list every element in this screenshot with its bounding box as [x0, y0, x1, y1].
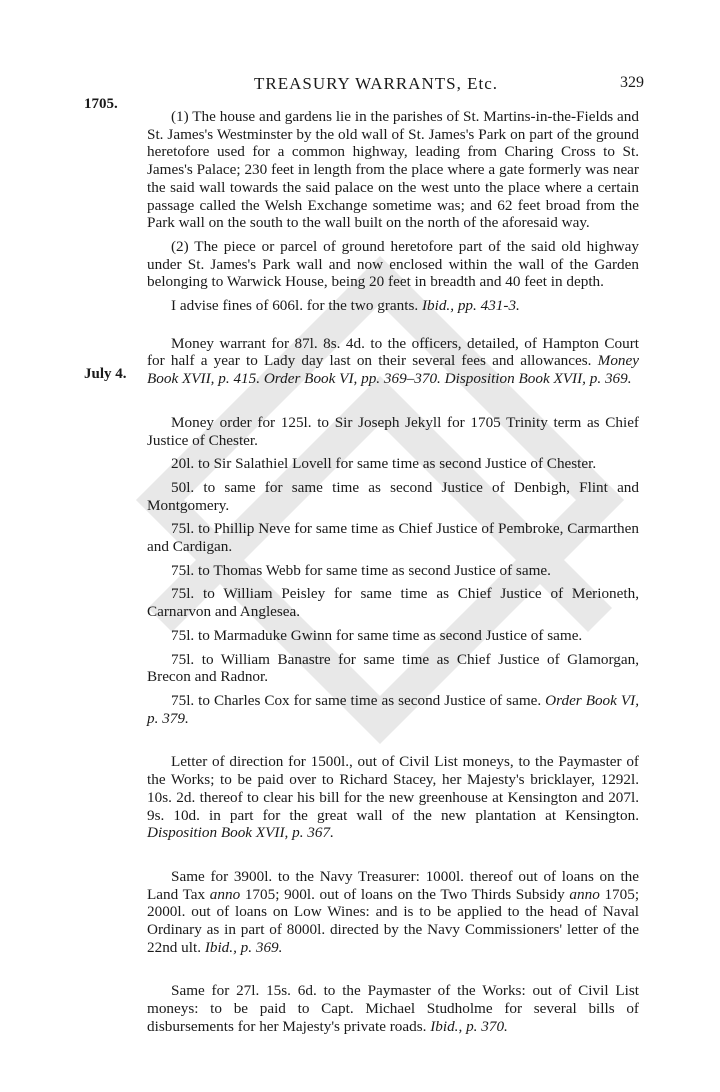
document-body [147, 108, 639, 1042]
paragraph: 75l. to William Peisley for same time as Chief Justice of Merioneth, Carnarvon and Anglesea. [147, 585, 639, 621]
reference: Ibid., p. 370. [430, 1017, 508, 1035]
paragraph: (2) The piece or parcel of ground heretofore part of the said old highway under St. James's Park wall and now enclosed within the wall of the Garden belonging to Warwick House, being 20 feet in breadth and 40 feet in depth. [147, 237, 639, 291]
running-title: TREASURY WARRANTS, Etc. [254, 74, 499, 93]
margin-date: July 4. [84, 366, 127, 382]
reference: Ibid., pp. 431-3. [421, 297, 520, 315]
paragraph: (1) The house and gardens lie in the parishes of St. Martins-in-the-Fields and St. James's Westminster by the old wall of St. James's Park on part of the ground heretofore used for a common highway, leading from Charing Cross to St. James's Palace; 230 feet in length from the place where a gate formerly was near the said wall towards the said palace on the west unto the place where a certain passage called the Welsh Exchange sometime was; and 62 feet broad from the Park wall on the south to the wall built on the north of the aforesaid way. [147, 108, 639, 232]
paragraph: 50l. to same for same time as second Justice of Denbigh, Flint and Montgomery. [147, 478, 639, 514]
paragraph: I advise fines of 606l. for the two grants. Ibid., pp. 431-3. [171, 297, 520, 315]
paragraph: 75l. to Marmaduke Gwinn for same time as second Justice of same. [171, 626, 583, 644]
page-number: 329 [620, 74, 644, 91]
paragraph: 20l. to Sir Salathiel Lovell for same time as second Justice of Chester. [171, 455, 597, 473]
reference: Order Book VI, pp. 369–370. [263, 370, 441, 388]
reference: Money Book XVII, p. 415. [147, 352, 639, 388]
paragraph: 75l. to Charles Cox for same time as second Justice of same. Order Book VI, p. 379. [147, 691, 640, 727]
paragraph: Money warrant for 87l. 8s. 4d. to the officers, detailed, of Hampton Court for half a year to Lady day last on their several fees and allowances. Money Book XVII, p. 415. Order Book VI, pp. 369–370. Disposition Book XVII, p. 369. [147, 334, 639, 388]
paragraph: 75l. to Thomas Webb for same time as second Justice of same. [171, 561, 551, 579]
reference: Ibid., p. 369. [204, 938, 283, 956]
paragraph: 75l. to Phillip Neve for same time as Chief Justice of Pembroke, Carmarthen and Cardigan. [147, 520, 639, 556]
reference: Disposition Book XVII, p. 369. [444, 370, 632, 388]
paragraph: Same for 3900l. to the Navy Treasurer: 1000l. thereof out of loans on the Land Tax anno 1705; 900l. out of loans on the Two Thirds Subsidy anno 1705; 2000l. out of loans on Low Wines: and is to be applied to the head of Naval Ordinary as in part of 8000l. directed by the Navy Commissioners' letter of the 22nd ult. Ibid., p. 369. [147, 867, 640, 956]
reference: Order Book VI, p. 379. [147, 691, 640, 727]
paragraph: Same for 27l. 15s. 6d. to the Paymaster of the Works: out of Civil List moneys: to be paid to Capt. Michael Studholme for several bills of disbursements for her Majesty's private roads. Ibid., p. 370. [147, 982, 639, 1035]
margin-year: 1705. [84, 96, 118, 112]
page-header [0, 74, 720, 96]
paragraph: Letter of direction for 1500l., out of Civil List moneys, to the Paymaster of the Works; to be paid over to Richard Stacey, her Majesty's bricklayer, 1292l. 10s. 2d. thereof to clear his bill for the new greenhouse at Kensington and 207l. 9s. 10d. in part for the great wall of the new plantation at Kensington. Disposition Book XVII, p. 367. [147, 753, 639, 842]
paragraph: Money order for 125l. to Sir Joseph Jekyll for 1705 Trinity term as Chief Justice of Chester. [147, 413, 639, 449]
paragraph: 75l. to William Banastre for same time as Chief Justice of Glamorgan, Brecon and Radnor. [147, 650, 639, 686]
reference: Disposition Book XVII, p. 367. [147, 824, 334, 842]
